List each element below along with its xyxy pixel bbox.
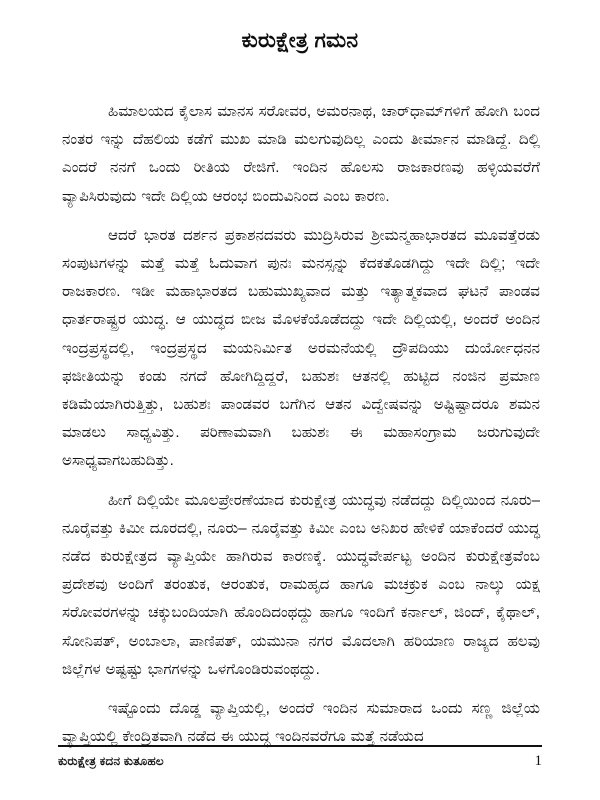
footer-divider: [58, 745, 542, 747]
body-text-block: [62, 98, 540, 751]
paragraph-1: ಹಿಮಾಲಯದ ಕೈಲಾಸ ಮಾನಸ ಸರೋವರ, ಅಮರನಾಥ, ಚಾರ್‌ಧಾಮ್‌ಗಳಿಗೆ ಹೋಗಿ ಬಂದ ನಂತರ ಇನ್ನು ದೆಹಲಿಯ ಕಡೆಗೆ ಮುಖ ಮಾಡಿ ಮಲಗುವುದಿಲ್ಲ ಎಂದು ತೀರ್ಮಾನ ಮಾಡಿದ್ದೆ. ದಿಲ್ಲಿ ಎಂದರೆ ನನಗೆ ಒಂದು ರೀತಿಯ ರೇಜಿಗೆ. ಇಂದಿನ ಹೊಲಸು ರಾಜಕಾರಣವು ಹಳ್ಳಿಯವರೆಗೆ ವ್ಯಾಪಿಸಿರುವುದು ಇದೇ ದಿಲ್ಲಿಯ ಆರಂಭ ಬಿಂದುವಿನಿಂದ ಎಂಬ ಕಾರಣ.: [62, 103, 540, 205]
page-footer: [58, 745, 542, 770]
footer-running-title: ಕುರುಕ್ಷೇತ್ರ ಕದನ ಕುತೂಹಲ: [58, 754, 164, 768]
paragraph-2: ಆದರೆ ಭಾರತ ದರ್ಶನ ಪ್ರಕಾಶನದವರು ಮುದ್ರಿಸಿರುವ ಶ್ರೀಮನ್ಮಹಾಭಾರತದ ಮೂವತ್ತೆರಡು ಸಂಪುಟಗಳನ್ನು ಮತ್ತೆ ಮತ್ತೆ ಓದುವಾಗ ಪುನಃ ಮನಸ್ಸನ್ನು ಕೆದಕತೊಡಗಿದ್ದು ಇದೇ ದಿಲ್ಲಿ; ಇದೇ ರಾಜಕಾರಣ. ಇಡೀ ಮಹಾಭಾರತದ ಬಹುಮುಖ್ಯವಾದ ಮತ್ತು ಇತ್ಯಾತ್ಮಕವಾದ ಘಟನೆ ಪಾಂಡವ ಧಾರ್ತರಾಷ್ಟ್ರರ ಯುದ್ಧ. ಆ ಯುದ್ಧದ ಬೀಜ ಮೊಳಕೆಯೊಡೆದದ್ದು ಇದೇ ದಿಲ್ಲಿಯಲ್ಲಿ, ಅಂದರೆ ಅಂದಿನ ಇಂದ್ರಪ್ರಸ್ಥದಲ್ಲಿ, ಇಂದ್ರಪ್ರಸ್ಥದ ಮಯನಿರ್ಮಿತ ಅರಮನೆಯಲ್ಲಿ ದ್ರೌಪದಿಯು ದುರ್ಯೋಧನನ ಫಜೀತಿಯನ್ನು ಕಂಡು ನಗದೆ ಹೋಗಿದ್ದಿದ್ದರೆ, ಬಹುಶಃ ಆತನಲ್ಲಿ ಹುಟ್ಟಿದ ನಂಜಿನ ಪ್ರಮಾಣ ಕಡಿಮೆಯಾಗಿರುತ್ತಿತ್ತು, ಬಹುಶಃ ಪಾಂಡವರ ಬಗೆಗಿನ ಆತನ ವಿದ್ವೇಷವನ್ನು ಅಷ್ಟಿಷ್ಟಾದರೂ ಶಮನ ಮಾಡಲು ಸಾಧ್ಯವಿತ್ತು. ಪರಿಣಾಮವಾಗಿ ಬಹುಶಃ ಈ ಮಹಾಸಂಗ್ರಾಮ ಜರುಗುವುದೇ ಅಸಾಧ್ಯವಾಗಬಹುದಿತ್ತು.: [62, 226, 540, 470]
page-title: ಕುರುಕ್ಷೇತ್ರ ಗಮನ: [241, 29, 359, 52]
footer-row: [58, 753, 542, 770]
paragraph-4: ಇಷ್ಟೊಂದು ದೊಡ್ಡ ವ್ಯಾಪ್ತಿಯಲ್ಲಿ, ಅಂದರೆ ಇಂದಿನ ಸುಮಾರಾದ ಒಂದು ಸಣ್ಣ ಜಿಲ್ಲೆಯ ವ್ಯಾಪ್ತಿಯಲ್ಲಿ ಕೇಂದ್ರಿತವಾಗಿ ನಡೆದ ಈ ಯುದ್ಧ ಇಂದಿನವರೆಗೂ ಮತ್ತೆ ನಡೆಯದ: [62, 700, 540, 746]
page-number: 1: [534, 753, 542, 769]
paragraph-3: ಹೀಗೆ ದಿಲ್ಲಿಯೇ ಮೂಲಪ್ರೇರಣೆಯಾದ ಕುರುಕ್ಷೇತ್ರ ಯುದ್ಧವು ನಡೆದದ್ದು ದಿಲ್ಲಿಯಿಂದ ನೂರು– ನೂರೈವತ್ತು ಕಿಮೀ ದೂರದಲ್ಲಿ, ನೂರು– ನೂರೈವತ್ತು ಕಿಮೀ ಎಂಬ ಅನಿಖರ ಹೇಳಿಕೆ ಯಾಕೆಂದರೆ ಯುದ್ಧ ನಡೆದ ಕುರುಕ್ಷೇತ್ರದ ವ್ಯಾಪ್ತಿಯೇ ಹಾಗಿರುವ ಕಾರಣಕ್ಕೆ. ಯುದ್ಧವೇರ್ಪಟ್ಟ ಅಂದಿನ ಕುರುಕ್ಷೇತ್ರವೆಂಬ ಪ್ರದೇಶವು ಅಂದಿಗೆ ತರಂತುಕ, ಆರಂತುಕ, ರಾಮಹೃದ ಹಾಗೂ ಮಚಕ್ರುಕ ಎಂಬ ನಾಲ್ಕು ಯಕ್ಷ ಸರೋವರಗಳನ್ನು ಚಕ್ಕುಬಂದಿಯಾಗಿ ಹೊಂದಿದಂಥದ್ದು ಹಾಗೂ ಇಂದಿಗೆ ಕರ್ನಾಲ್, ಜಿಂದ್, ಕೈಥಾಲ್, ಸೋನಿಪತ್, ಅಂಬಾಲಾ, ಪಾಣಿಪತ್, ಯಮುನಾ ನಗರ ಮೊದಲಾಗಿ ಹರಿಯಾಣ ರಾಜ್ಯದ ಹಲವು ಜಿಲ್ಲೆಗಳ ಅಷ್ಟಷ್ಟು ಭಾಗಗಳನ್ನು ಒಳಗೊಂಡಿರುವಂಥದ್ದು.: [62, 491, 540, 678]
